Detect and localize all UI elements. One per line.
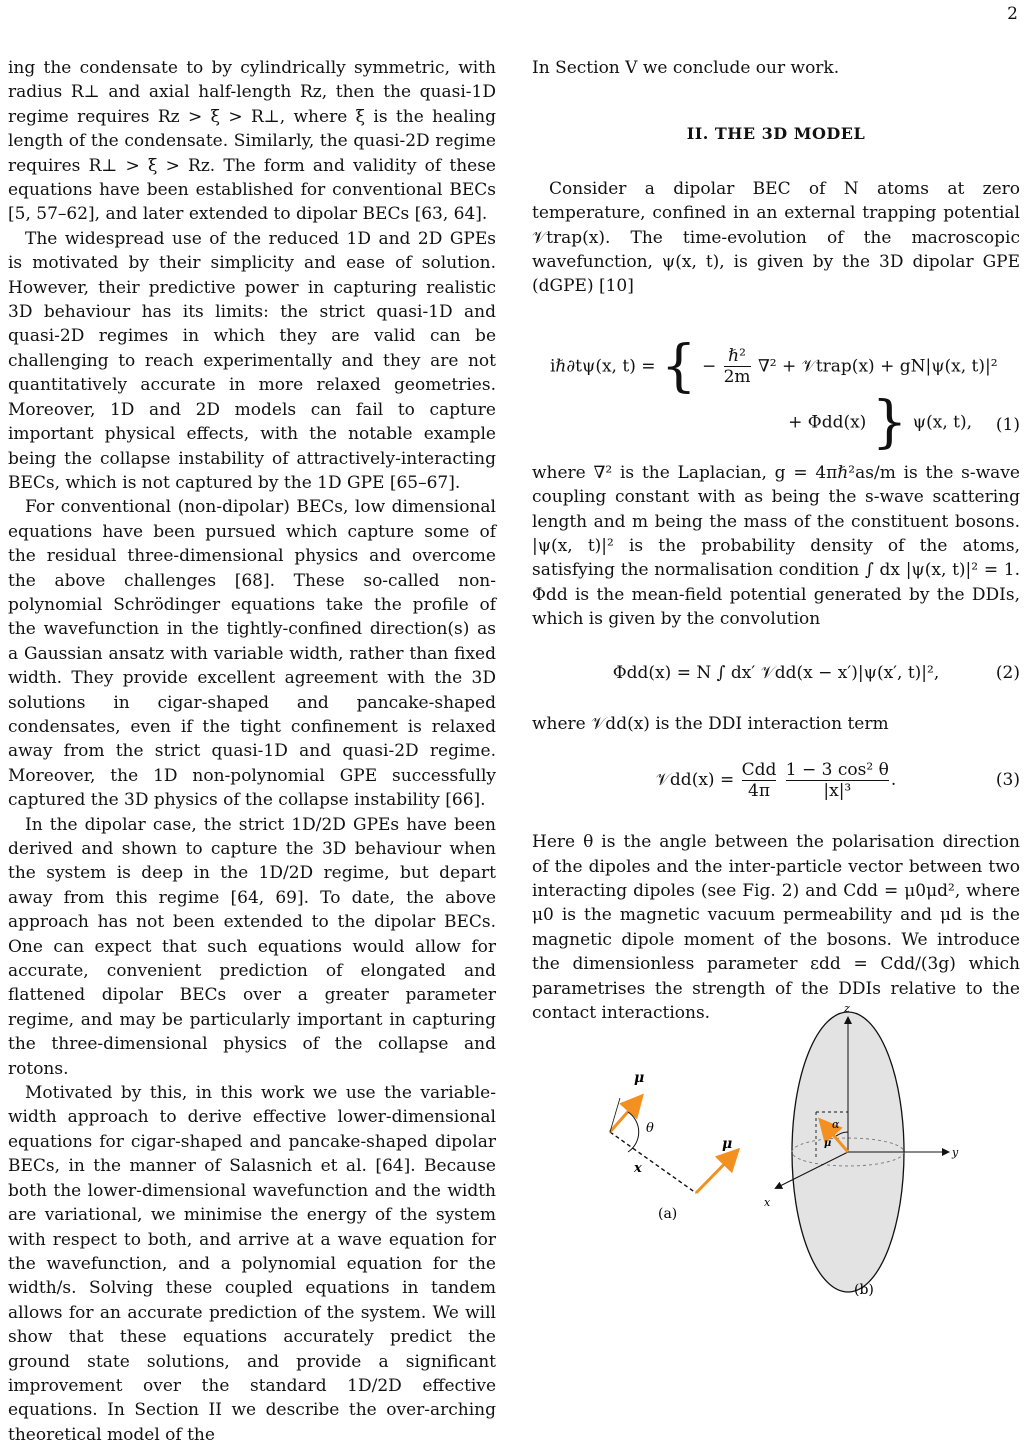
left-brace: { [660, 333, 697, 399]
paragraph: The widespread use of the reduced 1D and 2D GPEs is motivated by their simplicity and ease of solution. However, their predictive power in capturing realistic 3D behaviour has its limits: the strict quasi-1D and quasi-2D regimes in which they are valid can be challenging to reach experimentally and they are not quantitatively accurate in more relaxed geometries. Moreover, 1D and 2D models can fail to capture important physical effects, with the notable example being the collapse instability of attractively-interacting BECs, which is not captured by the 1D GPE [65–67]. [8, 228, 496, 493]
eq1-frac-den: 2m [723, 367, 751, 388]
mu-label-1: μ [634, 1070, 645, 1086]
caption-a: (a) [658, 1206, 678, 1222]
equation-2 [532, 650, 1020, 696]
eq3-f2-den: |x|³ [786, 780, 889, 801]
paragraph: Here θ is the angle between the polarisation direction of the dipoles and the inter-particle vector between two interacting dipoles (see Fig. 2) and Cdd = μ0μd², where μ0 is the magnetic vacuum permeability and μd is the magnetic dipole moment of the bosons. We introduce the dimensionless parameter εdd = Cdd/(3g) which parametrises the strength of the DDIs relative to the contact interactions. [532, 832, 1020, 1023]
caption-b: (b) [854, 1282, 874, 1298]
equation-number: (3) [995, 769, 1020, 790]
page-number: 2 [1007, 4, 1018, 24]
paragraph: where ∇² is the Laplacian, g = 4πℏ²as/m is the s-wave coupling constant with as being the s-wave scattering length and m being the mass of the constituent bosons. |ψ(x, t)|² is the probability density of the atoms, satisfying the normalisation condition ∫ dx |ψ(x, t)|² = 1. Φdd is the mean-field potential generated by the DDIs, which is given by the convolution [532, 462, 1020, 630]
right-brace: } [871, 389, 908, 455]
mu-label-3: μ [824, 1138, 832, 1149]
eq1-frac-num: ℏ² [728, 346, 746, 367]
equation-number: (2) [995, 662, 1020, 683]
eq2-body: Φdd(x) = N ∫ dx′ 𝒱dd(x − x′)|ψ(x′, t)|², [612, 662, 940, 683]
y-axis-label: y [952, 1146, 959, 1159]
paragraph: Consider a dipolar BEC of N atoms at zero temperature, confined in an external trapping potential 𝒱trap(x). The time-evolution of the macroscopic wavefunction, ψ(x, t), is given by the 3D dipolar GPE (dGPE) [10] [532, 178, 1020, 297]
eq3-fraction-2 [786, 760, 889, 801]
eq3-f1-den: 4π [742, 780, 777, 801]
eq1-tail: ψ(x, t), [912, 412, 972, 433]
dipole-arrow-2 [696, 1152, 736, 1193]
paragraph: where 𝒱dd(x) is the DDI interaction term [532, 713, 889, 734]
paragraph: For conventional (non-dipolar) BECs, low dimensional equations have been pursued which capture some of the residual three-dimensional physics and overcome the above challenges [68]. These so-called non-polynomial Schrödinger equations take the profile of the wavefunction in the tightly-confined direction(s) as a Gaussian ansatz with variable width, rather than fixed width. They provide excellent agreement with the 3D solutions in cigar-shaped and pancake-shaped condensates, even if the tight confinement is relaxed away from the strict quasi-1D and quasi-2D regime. Moreover, the 1D non-polynomial GPE successfully captured the 3D physics of the collapse instability [66]. [8, 497, 496, 811]
eq1-rhs: ∇² + 𝒱trap(x) + gN|ψ(x, t)|² [757, 356, 998, 377]
eq3-fraction-1 [742, 760, 777, 801]
equation-number: (1) [995, 414, 1020, 435]
right-column [532, 56, 1020, 1025]
equation-1 [532, 325, 1020, 455]
intro-line: In Section V we conclude our work. [532, 58, 840, 78]
figure-2 [532, 1000, 1020, 1320]
paragraph: In the dipolar case, the strict 1D/2D GPEs have been derived and shown to capture the 3D behaviour when the system is deep in the 1D/2D regime, but depart away from this regime [64, 69]. To date, the above approach has not been extended to the dipolar BECs. One can expect that such equations would allow for accurate, convenient prediction of elongated and flattened dipolar BECs over a greater parameter regime, and may be particularly important in capturing the three-dimensional physics of the collapse and rotons. [8, 814, 496, 1079]
equation-3: 𝒱dd(x) = $\frac{\text{Cdd}}{4\pi}$ $\frac{\text{1 − 3 cos² θ}}{\text{|x|³}}$ . (3) [655, 760, 1020, 802]
paragraph: Motivated by this, in this work we use the variable-width approach to derive effective lower-dimensional equations for cigar-shaped and pancake-shaped dipolar BECs, in the manner of Salasnich et al. [64]. Because both the lower-dimensional wavefunction and the width are variational, we minimise the energy of the system with respect to both, and arrive at a wave equation for the wavefunction, and a polynomial equation for the width/s. Solving these coupled equations in tandem allows for an accurate prediction of the system. We will show that these equations accurately predict the ground state solutions, and provide a significant improvement over the standard 1D/2D effective equations. In Section II we describe the over-arching theoretical model of the [8, 1083, 496, 1445]
eq1-minus: − [701, 356, 717, 377]
paragraph: ing the condensate to by cylindrically symmetric, with radius R⊥ and axial half-length Rz, then the quasi-1D regime requires Rz > ξ > R⊥, where ξ is the healing length of the condensate. Similarly, the quasi-2D regime requires R⊥ > ξ > Rz. The form and validity of these equations have been established for conventional BECs [5, 57–62], and later extended to dipolar BECs [63, 64]. [8, 58, 496, 225]
z-axis-label: z [844, 1002, 850, 1015]
mu-label-2: μ [722, 1136, 733, 1152]
eq3-f1-num: Cdd [741, 760, 777, 781]
x-vector-label: x [634, 1161, 642, 1176]
theta-label: θ [646, 1121, 654, 1136]
alpha-label: α [832, 1118, 840, 1131]
eq1-line2: + Φdd(x) [788, 412, 867, 433]
eq1-lhs: iℏ∂tψ(x, t) = [550, 356, 656, 377]
left-column [8, 56, 496, 1447]
section-heading: II. THE 3D MODEL [686, 124, 866, 144]
dipole-arrow-1 [610, 1098, 640, 1132]
eq3-f2-num: 1 − 3 cos² θ [785, 760, 889, 781]
x-axis-label: x [764, 1196, 771, 1209]
figure-diagram [532, 1000, 1020, 1320]
inter-particle-vector [610, 1132, 696, 1193]
eq3-lhs: 𝒱dd(x) = [655, 770, 735, 791]
eq1-fraction [724, 346, 751, 387]
